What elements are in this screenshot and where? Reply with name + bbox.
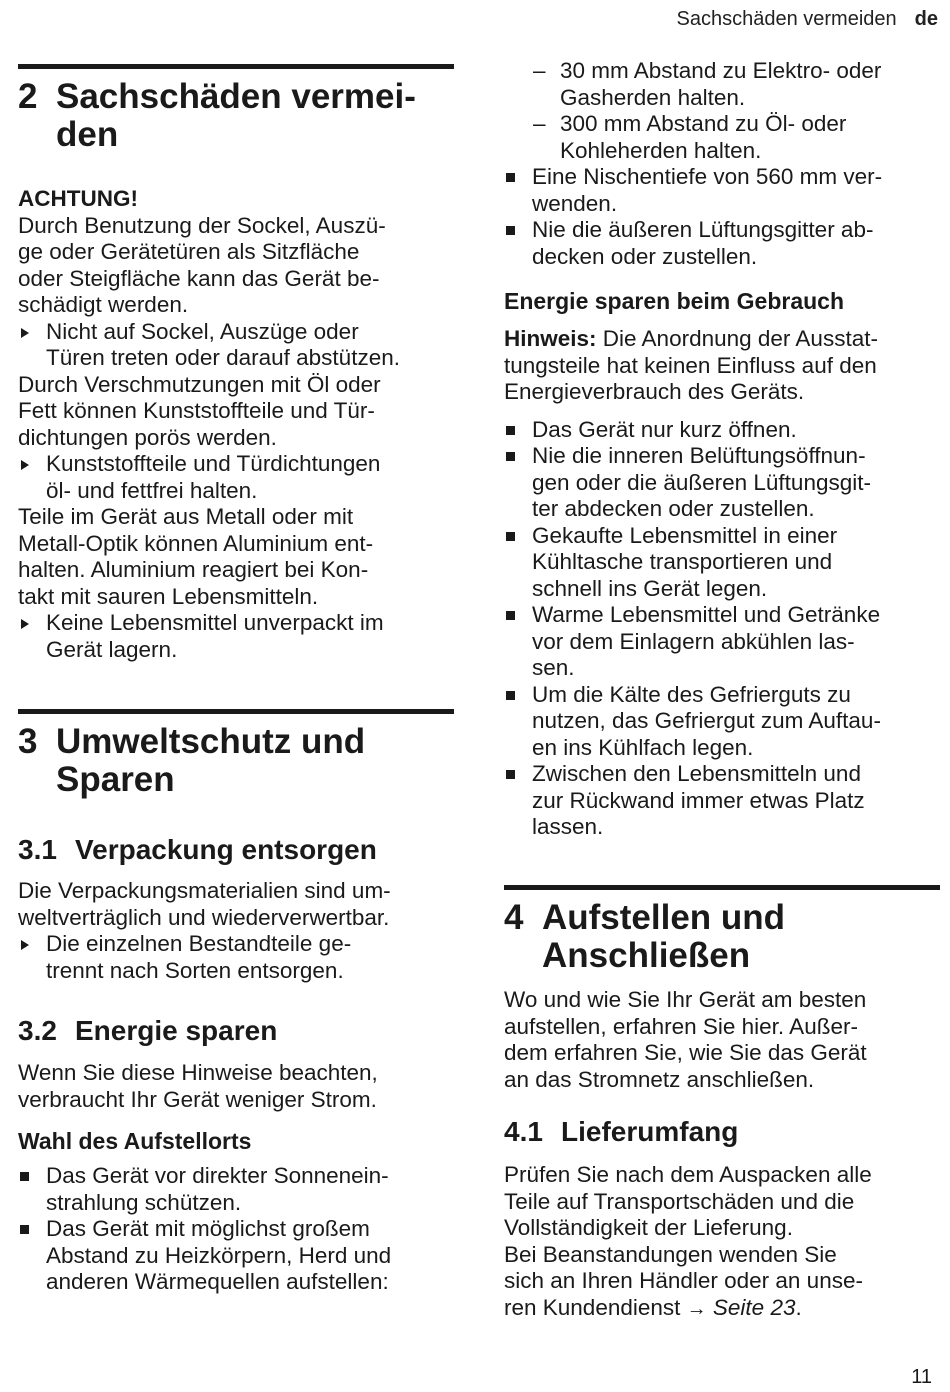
square-bullet-icon bbox=[504, 443, 532, 523]
list-item: Zwischen den Lebensmitteln und zur Rückwand immer etwas Platz lassen. bbox=[504, 761, 940, 841]
square-bullet-icon bbox=[504, 417, 532, 444]
paragraph: Wo und wie Sie Ihr Gerät am besten aufstellen, erfahren Sie hier. Außer- dem erfahren Sie, wie Sie das Gerät an das Stromnetz anschließen. bbox=[504, 987, 867, 1092]
subsection-3-1 bbox=[18, 834, 454, 984]
square-bullet-icon bbox=[504, 523, 532, 603]
list-item: Das Gerät nur kurz öffnen. bbox=[504, 417, 940, 444]
square-bullet-icon bbox=[504, 164, 532, 217]
triangle-bullet-icon bbox=[18, 610, 46, 663]
language-code: de bbox=[914, 8, 938, 30]
paragraph: Durch Benutzung der Sockel, Auszü- ge oder Gerätetüren als Sitzfläche oder Steigfläche kann das Gerät be- schädigt werden. bbox=[18, 212, 386, 317]
paragraph: Wenn Sie diese Hinweise beachten, verbraucht Ihr Gerät weniger Strom. bbox=[18, 1060, 378, 1112]
subsection-3-2 bbox=[18, 1015, 454, 1296]
section-heading: 4 Aufstellen und Anschließen bbox=[504, 898, 786, 975]
energy-list bbox=[504, 417, 940, 841]
action-item: Die einzelnen Bestandteile ge- trennt nach Sorten entsorgen. bbox=[18, 931, 454, 984]
list-item: Eine Nischentiefe von 560 mm ver- wenden. bbox=[504, 164, 940, 217]
note-paragraph: Hinweis: Die Anordnung der Ausstat- tungsteile hat keinen Einfluss auf den Energieverbrauch des Geräts. bbox=[504, 326, 878, 404]
section-2 bbox=[18, 64, 454, 154]
section-4 bbox=[504, 885, 940, 975]
energy-usage-block bbox=[504, 288, 940, 841]
action-item: Keine Lebensmittel unverpackt im Gerät lagern. bbox=[18, 610, 454, 663]
dash-item: – 30 mm Abstand zu Elektro- oder Gasherden halten. bbox=[533, 58, 882, 110]
warning-block bbox=[18, 186, 454, 663]
list-item: Das Gerät mit möglichst großem Abstand zu Heizkörpern, Herd und anderen Wärmequellen aufstellen: bbox=[18, 1216, 454, 1296]
section-rule bbox=[18, 709, 454, 714]
square-bullet-icon bbox=[504, 682, 532, 762]
square-bullet-icon bbox=[18, 1216, 46, 1296]
note-label: Hinweis: bbox=[504, 326, 597, 351]
arrow-right-icon: → bbox=[686, 1297, 707, 1320]
paragraph: Die Verpackungsmaterialien sind um- weltverträglich und wiederverwertbar. bbox=[18, 878, 391, 930]
triangle-bullet-icon bbox=[18, 319, 46, 372]
running-header bbox=[677, 8, 938, 31]
list-item: Gekaufte Lebensmittel in einer Kühltasche transportieren und schnell ins Gerät legen. bbox=[504, 523, 940, 603]
list-item: Nie die äußeren Lüftungsgitter ab- decken oder zustellen. bbox=[504, 217, 940, 270]
section-rule bbox=[18, 64, 454, 69]
page-number: 11 bbox=[911, 1366, 932, 1388]
square-bullet-icon bbox=[504, 602, 532, 682]
action-item: Kunststoffteile und Türdichtungen öl- und fettfrei halten. bbox=[18, 451, 454, 504]
list-item: Das Gerät vor direkter Sonnenein- strahlung schützen. bbox=[18, 1163, 454, 1216]
subsection-heading: 3.2 Energie sparen bbox=[18, 1015, 278, 1046]
list-item: Nie die inneren Belüftungsöffnun- gen oder die äußeren Lüftungsgit- ter abdecken oder zustellen. bbox=[504, 443, 940, 523]
paragraph: Teile im Gerät aus Metall oder mit Metall-Optik können Aluminium ent- halten. Aluminium reagiert bei Kon- takt mit sauren Lebensmitteln. bbox=[18, 504, 374, 609]
action-item: Nicht auf Sockel, Auszüge oder Türen treten oder darauf abstützen. bbox=[18, 319, 454, 372]
section-rule bbox=[504, 885, 940, 890]
section-heading: 3 Umweltschutz und Sparen bbox=[18, 722, 366, 799]
paragraph: Durch Verschmutzungen mit Öl oder Fett können Kunststoffteile und Tür- dichtungen porös werden. bbox=[18, 371, 381, 450]
subheading: Energie sparen beim Gebrauch bbox=[504, 288, 845, 314]
triangle-bullet-icon bbox=[18, 451, 46, 504]
section-3 bbox=[18, 709, 454, 799]
dash-item: – 300 mm Abstand zu Öl- oder Kohleherden halten. bbox=[533, 111, 847, 163]
subsection-heading: 4.1 Lieferumfang bbox=[504, 1116, 739, 1147]
subsection-4-1 bbox=[504, 1116, 940, 1322]
list-item: Warme Lebensmittel und Getränke vor dem Einlagern abkühlen las- sen. bbox=[504, 602, 940, 682]
section-4-intro bbox=[504, 987, 940, 1093]
page-reference-link[interactable]: Seite 23 bbox=[712, 1294, 796, 1320]
subheading: Wahl des Aufstellorts bbox=[18, 1128, 252, 1154]
square-bullet-icon bbox=[504, 761, 532, 841]
square-bullet-icon bbox=[18, 1163, 46, 1216]
list-continuation bbox=[504, 58, 940, 270]
triangle-bullet-icon bbox=[18, 931, 46, 984]
header-title: Sachschäden vermeiden bbox=[676, 8, 897, 30]
paragraph: Prüfen Sie nach dem Auspacken alle Teile auf Transportschäden und die Vollständigkeit der Lieferung. Bei Beanstandungen wenden Sie sich an Ihren Händler oder an unse- ren Kundendienst → Seite 23. bbox=[504, 1162, 872, 1320]
list-item: Um die Kälte des Gefrierguts zu nutzen, das Gefriergut zum Auftau- en ins Kühlfach legen. bbox=[504, 682, 940, 762]
square-bullet-icon bbox=[504, 217, 532, 270]
section-heading: 2 Sachschäden vermei- den bbox=[18, 77, 416, 154]
warning-label: ACHTUNG! bbox=[18, 186, 138, 211]
subsection-heading: 3.1 Verpackung entsorgen bbox=[18, 834, 377, 865]
